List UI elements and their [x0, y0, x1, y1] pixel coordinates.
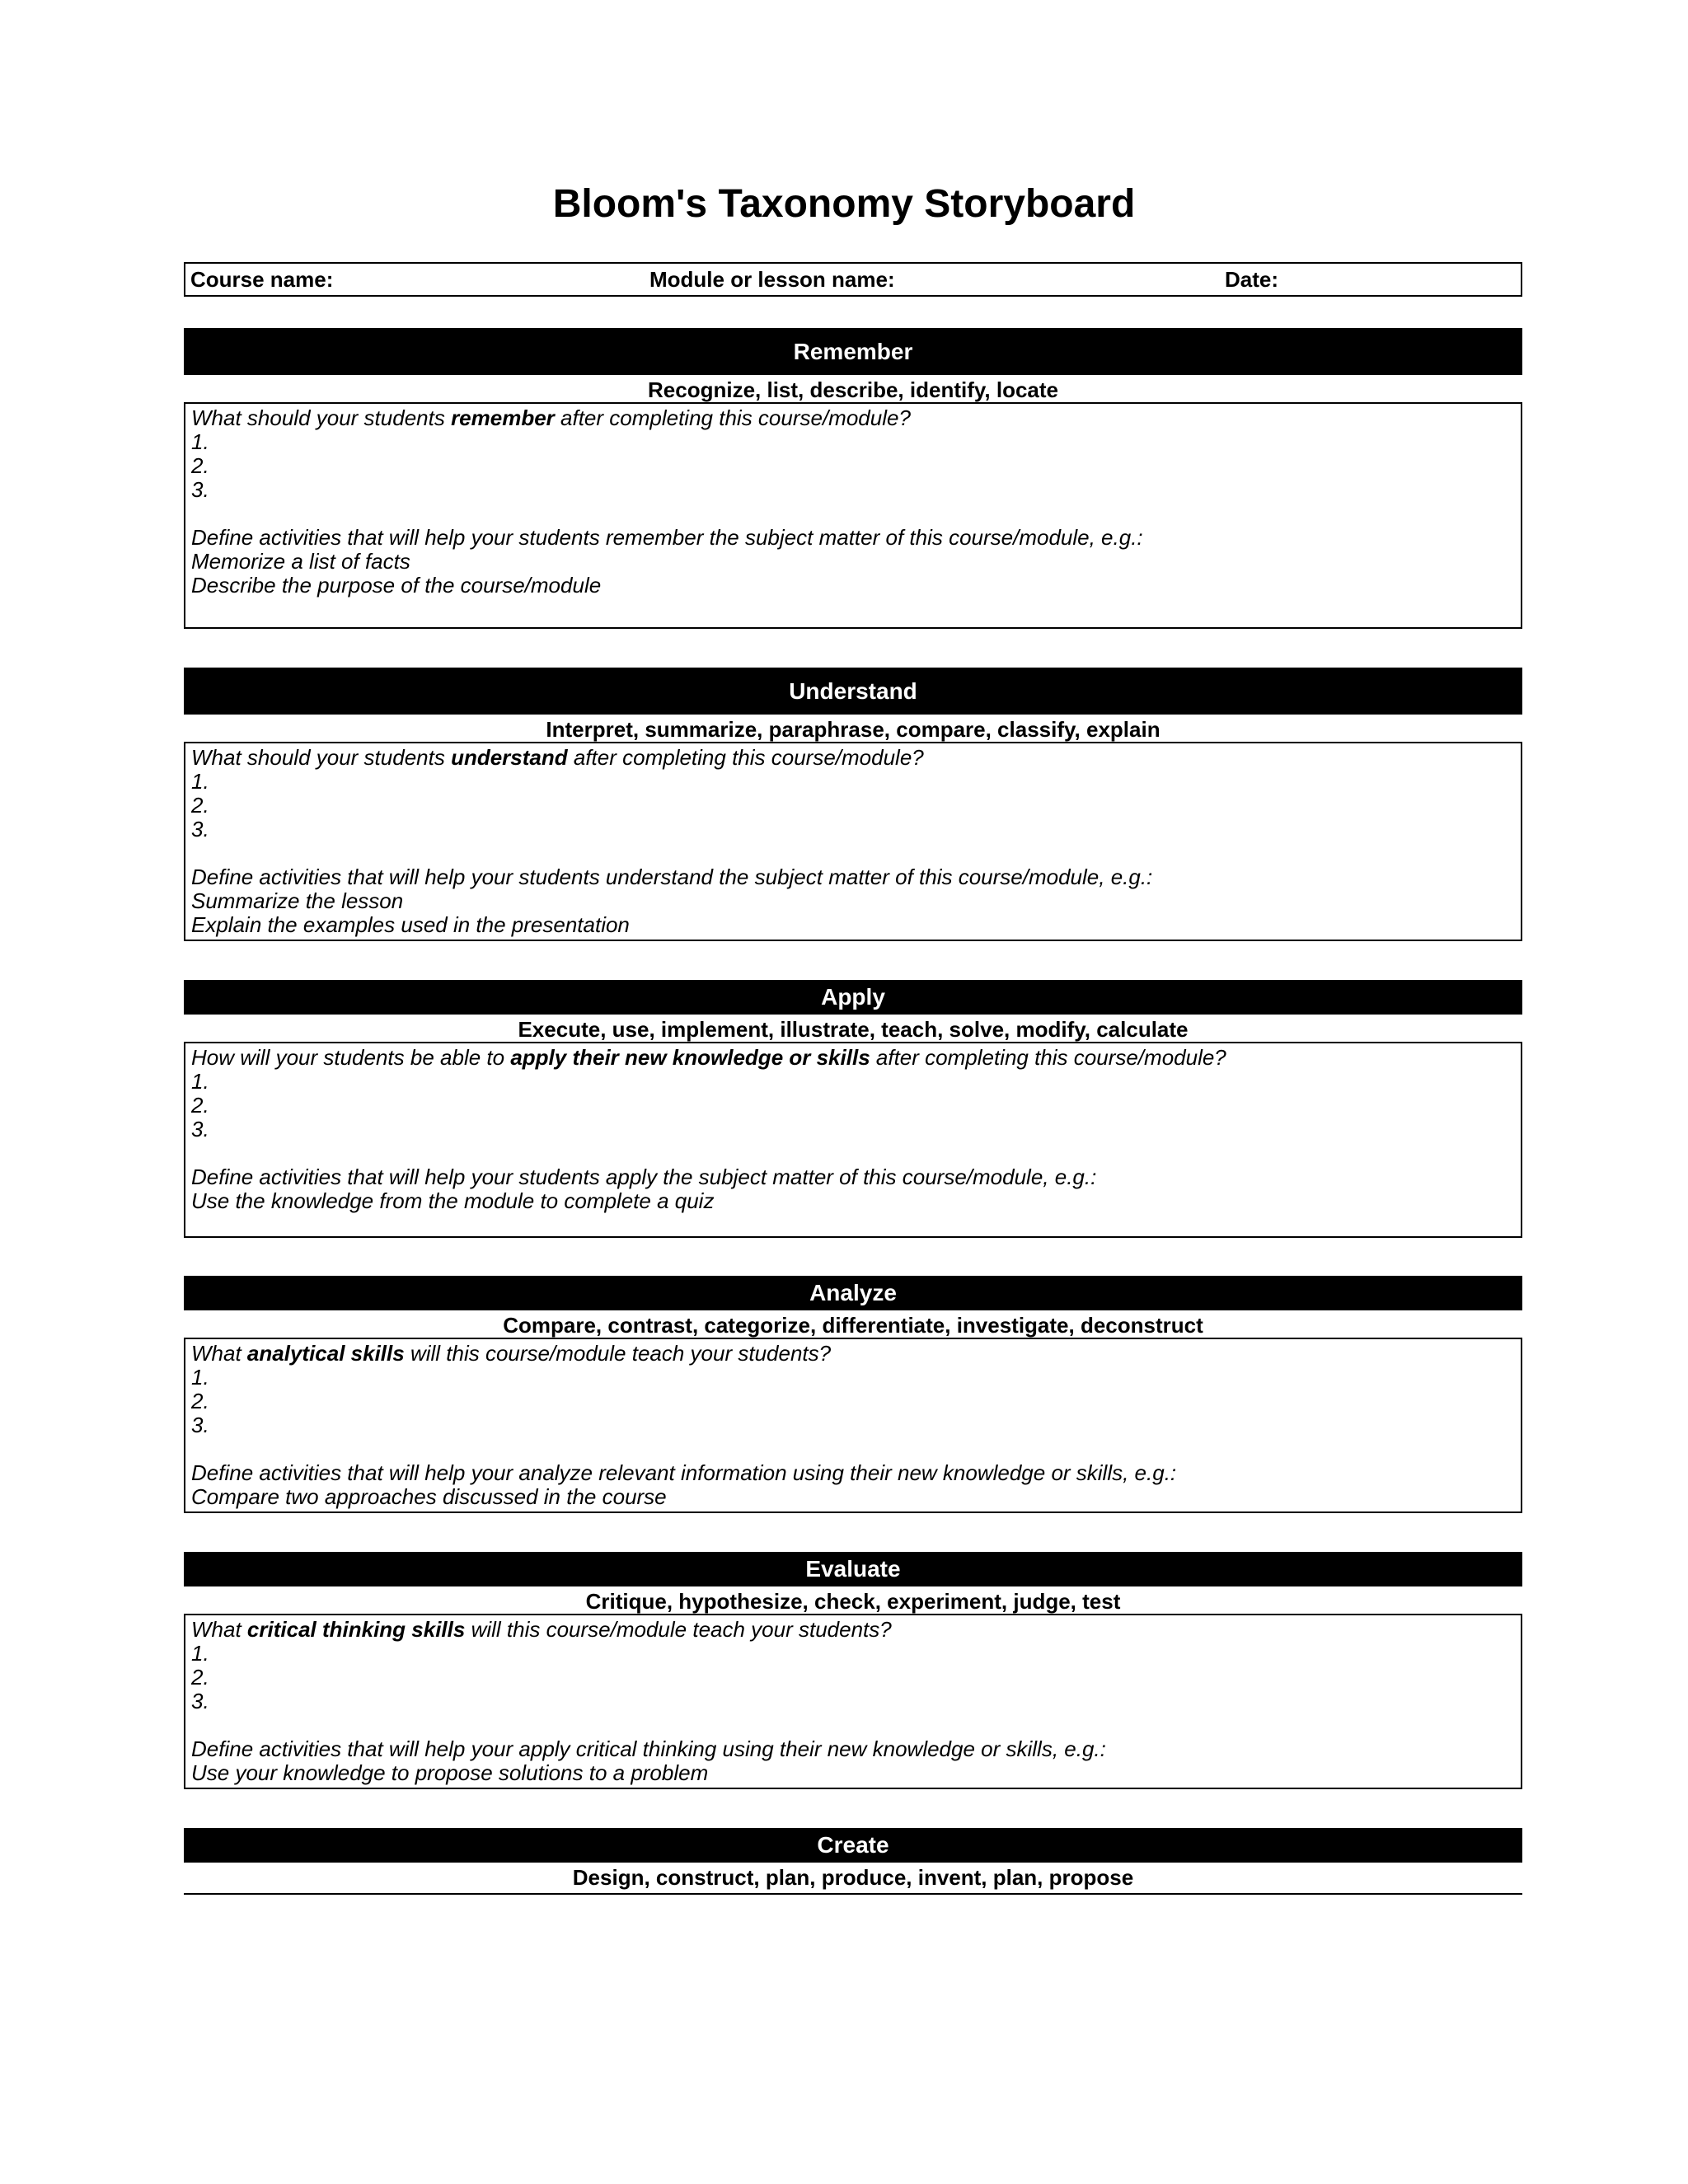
section-verbs: Compare, contrast, categorize, differentiate, investigate, deconstruct [503, 1313, 1203, 1338]
course-info-row [184, 262, 1522, 297]
list-item: 3. [191, 1689, 209, 1713]
section-box [184, 1614, 1522, 1789]
define-activities-text: Define activities that will help your students understand the subject matter of this course/module, e.g.: [191, 865, 1153, 889]
example-item: Use the knowledge from the module to complete a quiz [191, 1188, 715, 1213]
date-label: Date: [1225, 267, 1279, 292]
define-activities-text: Define activities that will help your students remember the subject matter of this course/module, e.g.: [191, 525, 1143, 550]
module-name-label: Module or lesson name: [649, 267, 895, 292]
list-item: 2. [191, 453, 209, 478]
section-question: What analytical skills will this course/module teach your students? [191, 1341, 832, 1366]
section-heading: Understand [184, 668, 1522, 715]
course-name-label: Course name: [190, 267, 334, 292]
list-item: 2. [191, 793, 209, 818]
example-item: Use your knowledge to propose solutions to a problem [191, 1760, 709, 1785]
section-verbs: Critique, hypothesize, check, experiment, judge, test [585, 1589, 1121, 1614]
section-verbs: Recognize, list, describe, identify, locate [648, 377, 1058, 402]
section-box [184, 1338, 1522, 1513]
section-remember [184, 328, 1522, 629]
section-question: What should your students understand after completing this course/module? [191, 745, 924, 770]
section-heading: Create [184, 1828, 1522, 1863]
example-item: Compare two approaches discussed in the course [191, 1484, 667, 1509]
list-item: 1. [191, 429, 209, 454]
section-box [184, 742, 1522, 941]
define-activities-text: Define activities that will help your apply critical thinking using their new knowledge or skills, e.g.: [191, 1736, 1106, 1761]
section-question: What critical thinking skills will this course/module teach your students? [191, 1617, 892, 1642]
example-item: Summarize the lesson [191, 888, 404, 913]
example-item: Memorize a list of facts [191, 549, 410, 574]
list-item: 2. [191, 1389, 209, 1413]
define-activities-text: Define activities that will help your analyze relevant information using their new knowledge or skills, e.g.: [191, 1460, 1177, 1485]
section-apply [184, 980, 1522, 1238]
section-verbs: Interpret, summarize, paraphrase, compare, classify, explain [546, 717, 1160, 742]
section-create [184, 1828, 1522, 1895]
list-item: 2. [191, 1093, 209, 1118]
section-analyze [184, 1276, 1522, 1513]
section-heading: Apply [184, 980, 1522, 1015]
section-heading: Analyze [184, 1276, 1522, 1310]
page-title: Bloom's Taxonomy Storyboard [552, 182, 1136, 226]
list-item: 1. [191, 1069, 209, 1094]
list-item: 2. [191, 1665, 209, 1690]
list-item: 1. [191, 1365, 209, 1390]
list-item: 1. [191, 769, 209, 794]
section-question: What should your students remember after completing this course/module? [191, 405, 911, 430]
example-item: Explain the examples used in the presentation [191, 912, 630, 937]
section-box [184, 402, 1522, 629]
list-item: 3. [191, 1117, 209, 1141]
section-verbs: Execute, use, implement, illustrate, teach, solve, modify, calculate [518, 1017, 1189, 1042]
section-evaluate [184, 1552, 1522, 1789]
section-verbs: Design, construct, plan, produce, invent, plan, propose [184, 1866, 1522, 1895]
section-box [184, 1042, 1522, 1238]
list-item: 1. [191, 1641, 209, 1666]
section-heading: Remember [184, 328, 1522, 375]
example-item: Describe the purpose of the course/module [191, 573, 602, 598]
list-item: 3. [191, 817, 209, 841]
define-activities-text: Define activities that will help your students apply the subject matter of this course/module, e.g.: [191, 1165, 1097, 1189]
section-heading: Evaluate [184, 1552, 1522, 1586]
section-understand [184, 668, 1522, 941]
list-item: 3. [191, 1413, 209, 1437]
list-item: 3. [191, 477, 209, 502]
section-question: How will your students be able to apply their new knowledge or skills after completing this course/module? [191, 1045, 1226, 1070]
